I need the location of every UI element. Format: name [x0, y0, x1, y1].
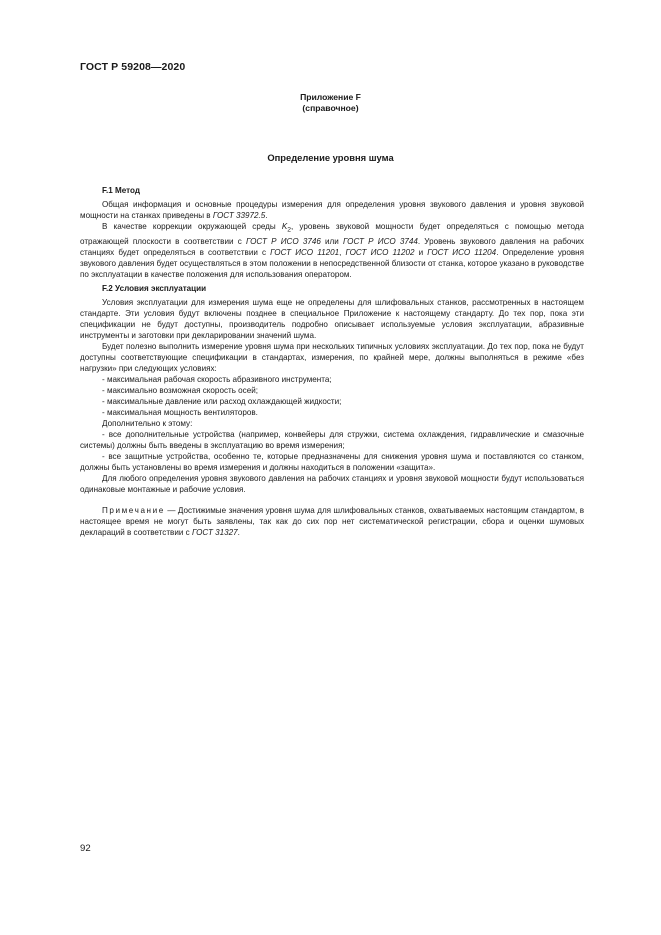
list-item: - все защитные устройства, особенно те, которые предназначены для снижения уровня шума и поставляются со станком, должны быть установлены во время измерения и должны находиться в положении «защита».: [80, 451, 584, 472]
f2-paragraph-2: Будет полезно выполнить измерение уровня шума при нескольких типичных условиях эксплуатации. До тех пор, пока не будут доступны соответствующие спецификации в стандартах, измерения, по крайней мере, должны выполняться в режиме «без нагрузки» при следующих условиях:: [80, 341, 584, 373]
appendix-subtitle: (справочное): [302, 103, 359, 113]
standard-reference: ГОСТ ИСО 11202: [345, 247, 415, 257]
f2-paragraph-3: Для любого определения уровня звукового давления на рабочих станциях и уровня звуковой мощности будут использоваться одинаковые монтажные и рабочие условия.: [80, 473, 584, 494]
list-item: - максимальные давление или расход охлаждающей жидкости;: [102, 396, 342, 406]
f2-paragraph-1: Условия эксплуатации для измерения шума еще не определены для шлифовальных станков, рассмотренных в настоящем стандарте. Эти условия будут включены позднее в специальное Приложение к настоящему стандарту. До тех пор, пока эти спецификации не будут доступны, производитель подробно описывает используемые условия эксплуатации, абразивные инструменты и заготовки при декларировании значений шума.: [80, 297, 584, 340]
standard-reference: ГОСТ 31327: [191, 527, 238, 537]
f1-paragraph-2: В качестве коррекции окружающей среды $K_2$, уровень звуковой мощности будет определяться с помощью метода отражающей плоскости в соответствии с ГОСТ Р ИСО 3746 или ГОСТ Р ИСО 3744. Уровень звукового давления на рабочих станциях будет определяться в соответствии с ГОСТ ИСО 11201, ГОСТ ИСО 11202 и ГОСТ ИСО 11204. Определение уровня звукового давления будет осуществляться в этом положении в непосредственной близости от станка, которое указано в руководстве по эксплуатации в качестве положения для использования оператором.: [80, 222, 584, 279]
standard-reference: ГОСТ Р ИСО 3746: [246, 236, 321, 246]
section-title: Определение уровня шума: [267, 152, 394, 163]
standard-reference: ГОСТ ИСО 11204: [427, 247, 497, 257]
note: Примечание — Достижимые значения уровня шума для шлифовальных станков, охватываемых настоящим стандартом, в настоящее время не могут быть заявлены, так как до сих пор нет систематической регистрации, сбора и оценки шумовых деклараций в соответствии с ГОСТ 31327.: [80, 505, 584, 537]
appendix-heading: [80, 92, 581, 114]
note-label: Примечание: [102, 505, 165, 515]
standard-reference: ГОСТ ИСО 11201: [270, 247, 340, 257]
appendix-title: Приложение F: [300, 92, 361, 102]
f1-paragraph-1: Общая информация и основные процедуры измерения для определения уровня звукового давления и уровня звуковой мощности на станках приведены в ГОСТ 33972.5.: [80, 200, 584, 220]
standard-reference: ГОСТ Р ИСО 3744: [343, 236, 418, 246]
list-item: - максимально возможная скорость осей;: [102, 385, 258, 395]
additional-label: Дополнительно к этому:: [102, 418, 193, 428]
standard-reference: ГОСТ 33972.5: [212, 211, 266, 220]
document-header: ГОСТ Р 59208—2020: [80, 61, 186, 73]
section-heading-f1: F.1 Метод: [102, 186, 141, 195]
list-item: - все дополнительные устройства (например, конвейеры для стружки, система охлаждения, гидравлические и смазочные системы) должны быть введены в эксплуатацию во время измерения;: [80, 429, 584, 450]
list-item: - максимальная мощность вентиляторов.: [102, 407, 258, 417]
page-number: 92: [80, 843, 91, 854]
document-body: [80, 185, 584, 538]
section-heading-f2: F.2 Условия эксплуатации: [102, 283, 207, 293]
list-item: - максимальная рабочая скорость абразивного инструмента;: [102, 374, 332, 384]
correction-symbol: K: [281, 222, 288, 231]
